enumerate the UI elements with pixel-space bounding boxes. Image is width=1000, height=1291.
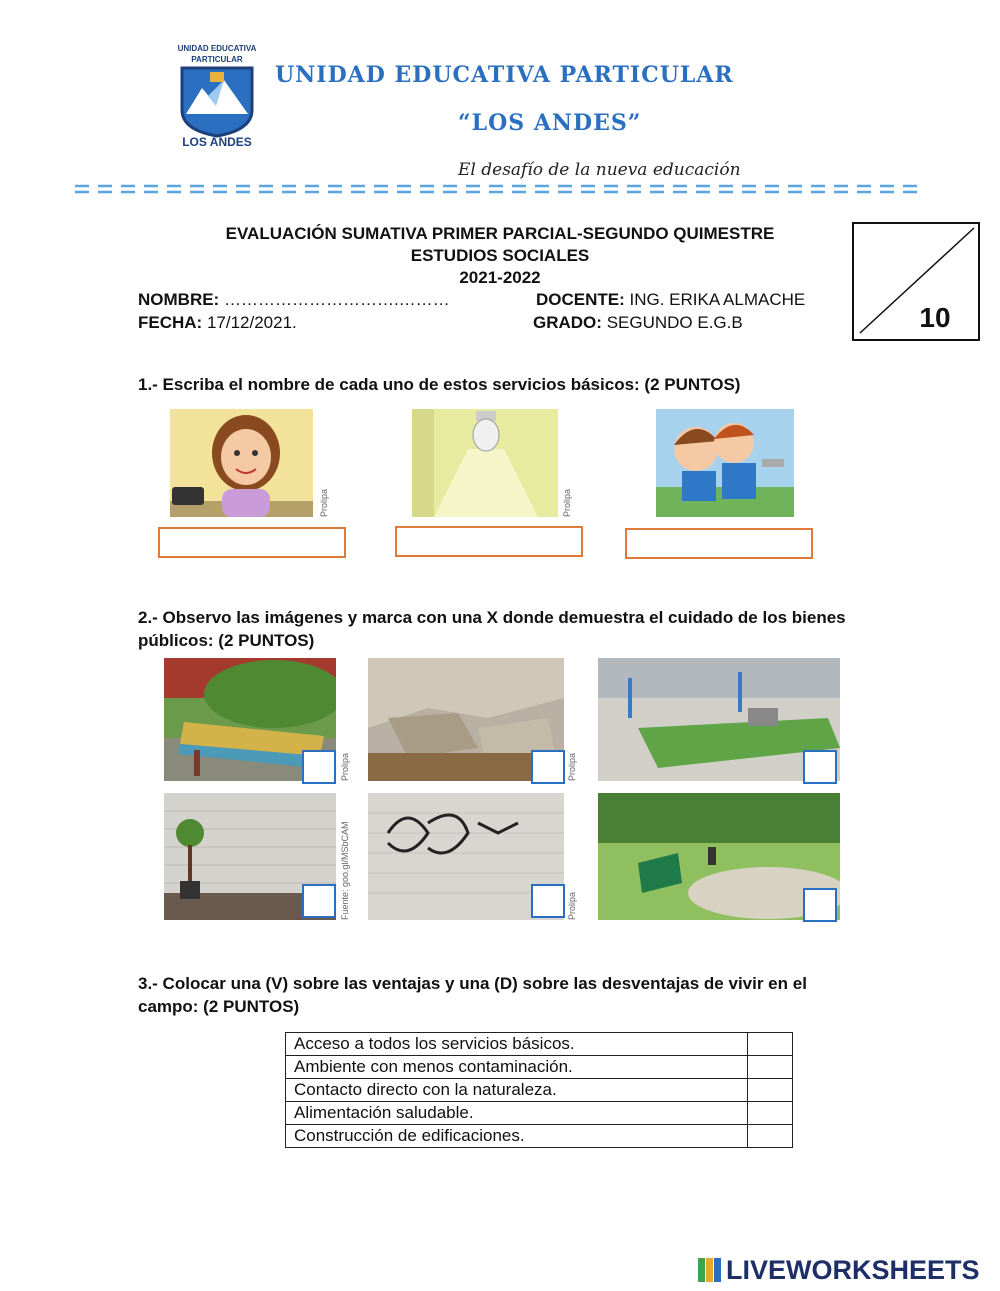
advantages-table [285, 1032, 793, 1148]
score-value: 10 [919, 302, 951, 333]
exam-title: EVALUACIÓN SUMATIVA PRIMER PARCIAL-SEGUNDO QUIMESTRE [225, 224, 775, 243]
answer-box-water[interactable] [625, 528, 813, 559]
answer-cell[interactable] [748, 1056, 793, 1079]
answer-cell[interactable] [748, 1125, 793, 1148]
checkbox-clean-park[interactable] [803, 750, 837, 784]
fecha-value: 17/12/2021. [206, 313, 297, 332]
answer-cell[interactable] [748, 1079, 793, 1102]
light-bulb-illustration [412, 409, 558, 517]
school-name: UNIDAD EDUCATIVA PARTICULAR [275, 62, 734, 88]
liveworksheets-brand[interactable]: LIVEWORKSHEETS [726, 1255, 980, 1285]
telephone-service-image [170, 409, 313, 517]
slogan: El desafío de la nueva educación [458, 160, 741, 180]
checkbox-park-bench[interactable] [803, 888, 837, 922]
fecha-label: FECHA: [138, 313, 203, 332]
image-credit: Prolipa [567, 891, 577, 920]
docente-label: DOCENTE: [536, 290, 625, 309]
logo-bottom-text: LOS ANDES [182, 135, 252, 149]
image-credit: Prolipa [567, 752, 577, 781]
grado-row [533, 313, 743, 333]
table-row [286, 1056, 793, 1079]
answer-box-electricity[interactable] [395, 526, 583, 557]
checkbox-bench[interactable] [302, 750, 336, 784]
docente-row [536, 290, 805, 310]
question-3: 3.- Colocar una (V) sobre las ventajas y una (D) sobre las desventajas de vivir en el campo: (2 PUNTOS) [138, 974, 807, 1016]
girl-phone-illustration [170, 409, 313, 517]
answer-cell[interactable] [748, 1102, 793, 1125]
grado-label: GRADO: [533, 313, 602, 332]
electricity-service-image [412, 409, 558, 517]
statement-cell: Acceso a todos los servicios básicos. [286, 1033, 748, 1056]
checkbox-sidewalk[interactable] [531, 750, 565, 784]
water-service-image [656, 409, 794, 517]
statement-cell: Construcción de edificaciones. [286, 1125, 748, 1148]
logo-top-text: UNIDAD EDUCATIVA PARTICULAR [177, 44, 257, 64]
liveworksheets-logo-icon [698, 1258, 722, 1282]
grado-value: SEGUNDO E.G.B [606, 313, 743, 332]
school-logo-shield [178, 66, 256, 138]
image-credit: Fuente: goo.gl/MSbCAM [340, 821, 350, 920]
kids-washing-illustration [656, 409, 794, 517]
answer-box-telephone[interactable] [158, 527, 346, 558]
table-row [286, 1033, 793, 1056]
checkbox-brick-wall[interactable] [302, 884, 336, 918]
school-subname: “LOS ANDES” [458, 110, 642, 136]
statement-cell: Alimentación saludable. [286, 1102, 748, 1125]
exam-year: 2021-2022 [459, 268, 541, 287]
table-row [286, 1079, 793, 1102]
statement-cell: Contacto directo con la naturaleza. [286, 1079, 748, 1102]
table-row [286, 1125, 793, 1148]
question-2: 2.- Observo las imágenes y marca con una X donde demuestra el cuidado de los bienes públicos: (2 PUNTOS) [138, 608, 846, 650]
question-1: 1.- Escriba el nombre de cada uno de estos servicios básicos: (2 PUNTOS) [138, 375, 741, 394]
statement-cell: Ambiente con menos contaminación. [286, 1056, 748, 1079]
nombre-label: NOMBRE: [138, 290, 220, 309]
exam-subject: ESTUDIOS SOCIALES [410, 246, 590, 265]
image-credit: Prolipa [562, 488, 572, 517]
nombre-row [138, 290, 450, 310]
answer-cell[interactable] [748, 1033, 793, 1056]
image-credit: Prolipa [340, 752, 350, 781]
image-credit: Prolipa [319, 488, 329, 517]
nombre-field[interactable]: ………………………….……… [223, 290, 450, 309]
decorative-divider [75, 182, 920, 196]
docente-value: ING. ERIKA ALMACHE [629, 290, 806, 309]
checkbox-graffiti[interactable] [531, 884, 565, 918]
table-row [286, 1102, 793, 1125]
fecha-row [138, 313, 297, 333]
